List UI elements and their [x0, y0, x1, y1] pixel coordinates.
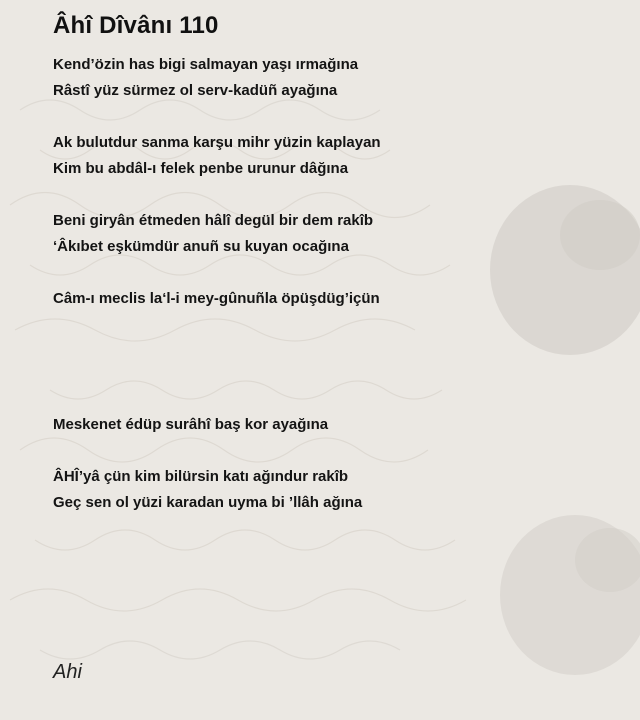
poem-line: Kend’özin has bigi salmayan yaşı ırmağına — [53, 56, 359, 73]
poem-author: Ahi — [53, 661, 82, 683]
poem-line: ÂHÎ’yâ çün kim bilürsin katı ağındur rakîb — [53, 468, 349, 485]
poem-line: Geç sen ol yüzi karadan uyma bi ’llâh ağına — [53, 494, 363, 511]
poem-line: Meskenet édüp surâhî baş kor ayağına — [53, 416, 329, 433]
poem-line: Beni giryân étmeden hâlî degül bir dem rakîb — [53, 212, 374, 229]
poem-line: ‘Âkıbet eşkümdür anuñ su kuyan ocağına — [53, 238, 349, 255]
poem-line: Râstî yüz sürmez ol serv-kadüñ ayağına — [53, 82, 338, 99]
poem-title: Âhî Dîvânı 110 — [53, 12, 219, 39]
poem-line: Ak bulutdur sanma karşu mihr yüzin kaplayan — [53, 134, 381, 151]
poem-line: Câm-ı meclis la‘l-i mey-gûnuñla öpüşdüg’içün — [53, 290, 380, 307]
poem-line: Kim bu abdâl-ı felek penbe urunur dâğına — [53, 160, 349, 177]
